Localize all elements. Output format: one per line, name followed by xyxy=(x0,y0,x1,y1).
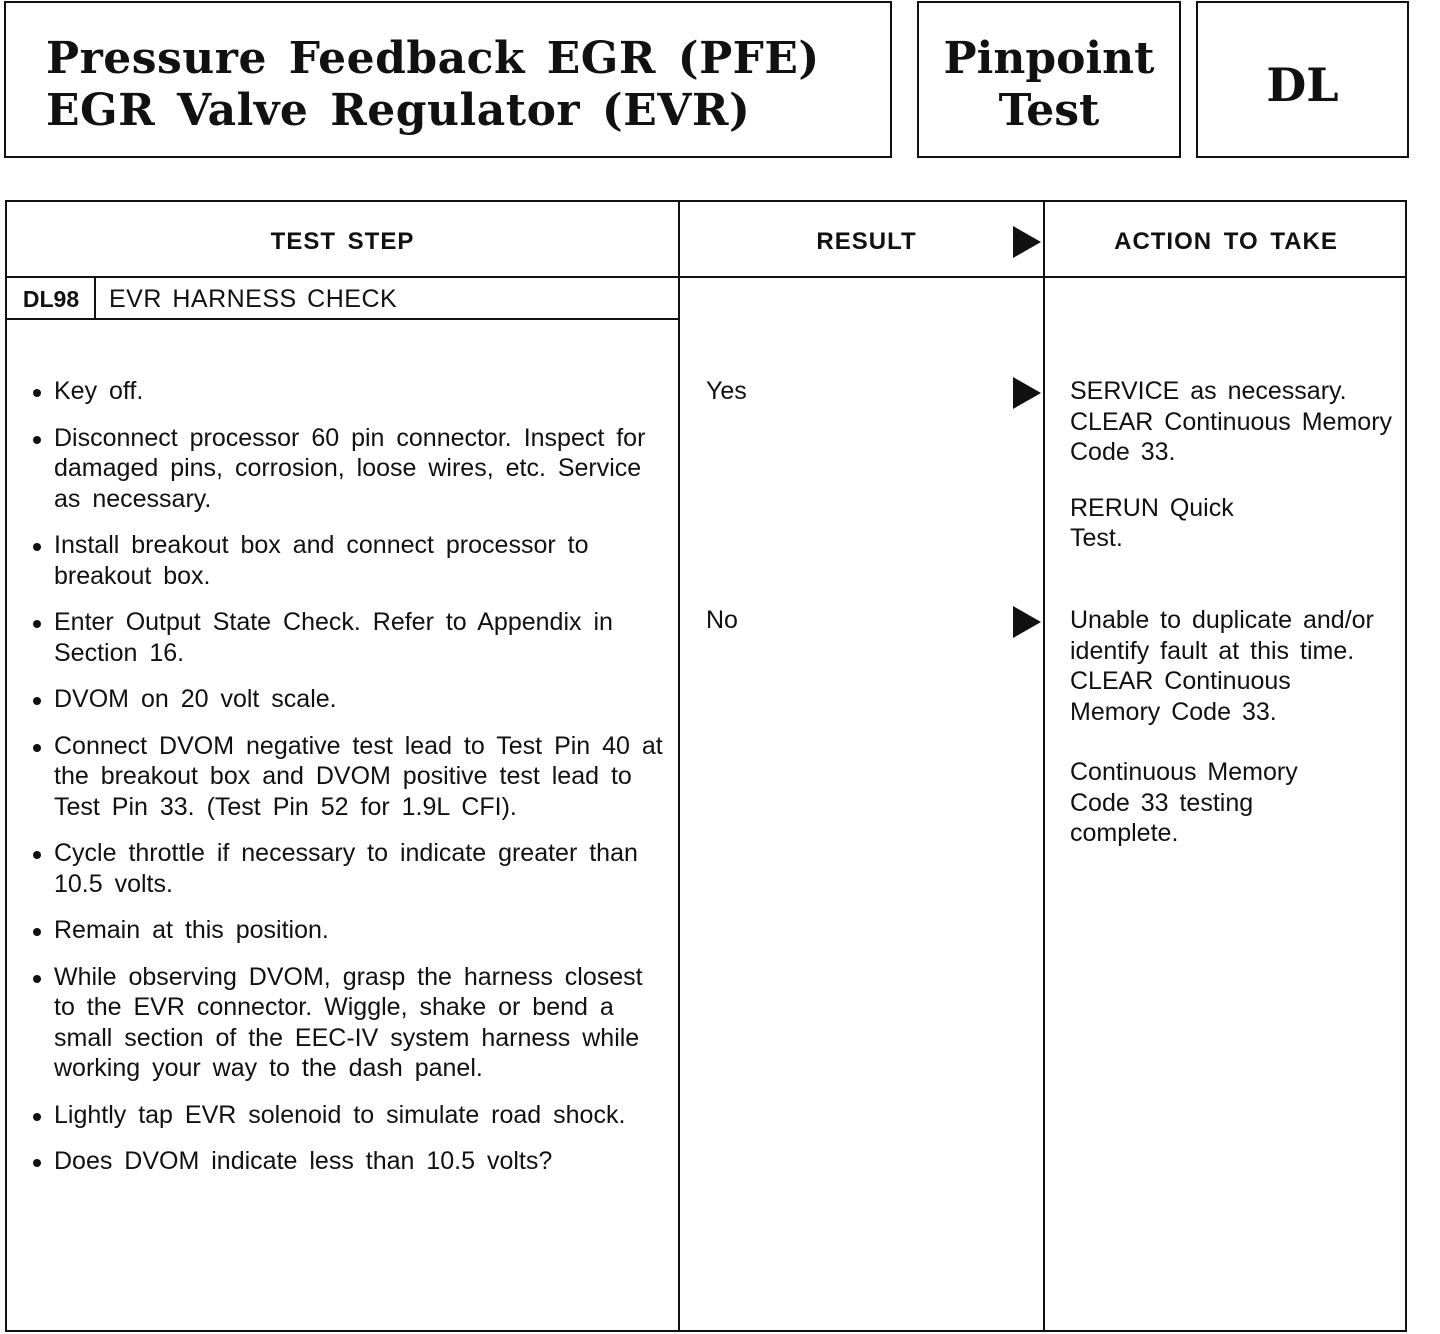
column-header-test-step: TEST STEP xyxy=(270,228,415,255)
action-no-text-1: Unable to duplicate and/or identify fault at this time. CLEAR Continuous Memory Code 33. xyxy=(1070,606,1374,726)
step-title-rule xyxy=(7,318,678,320)
column-header-action: ACTION TO TAKE xyxy=(1114,228,1338,255)
test-code: DL xyxy=(1266,58,1339,112)
action-yes-text-2: RERUN Quick Test. xyxy=(1070,493,1234,552)
column-header-result: RESULT xyxy=(816,228,917,255)
list-item: Does DVOM indicate less than 10.5 volts? xyxy=(27,1146,667,1177)
title-line-2: EGR Valve Regulator (EVR) xyxy=(46,85,751,136)
action-yes xyxy=(1070,376,1400,579)
column-divider-2 xyxy=(1043,202,1045,1330)
test-type-line-2: Test xyxy=(998,85,1100,136)
header-rule xyxy=(7,276,1405,278)
test-type-box xyxy=(917,1,1181,158)
action-no-text-2: Continuous Memory Code 33 testing complete. xyxy=(1070,758,1298,847)
result-yes: Yes xyxy=(706,377,747,405)
test-table xyxy=(5,200,1407,1332)
action-no xyxy=(1070,605,1380,874)
list-item: Enter Output State Check. Refer to Appendix in Section 16. xyxy=(27,607,667,668)
list-item: Key off. xyxy=(27,376,667,407)
list-item: Remain at this position. xyxy=(27,915,667,946)
list-item: While observing DVOM, grasp the harness closest to the EVR connector. Wiggle, shake or bend a small section of the EEC-IV system harness while working your way to the dash panel. xyxy=(27,962,667,1084)
list-item: Cycle throttle if necessary to indicate greater than 10.5 volts. xyxy=(27,838,667,899)
result-no: No xyxy=(706,606,738,634)
step-id: DL98 xyxy=(22,286,80,312)
step-title: EVR HARNESS CHECK xyxy=(109,285,398,313)
list-item: Connect DVOM negative test lead to Test Pin 40 at the breakout box and DVOM positive test lead to Test Pin 33. (Test Pin 52 for 1.9L CFI). xyxy=(27,731,667,823)
list-item: DVOM on 20 volt scale. xyxy=(27,684,667,715)
title-box xyxy=(4,1,892,158)
list-item: Install breakout box and connect processor to breakout box. xyxy=(27,530,667,591)
step-id-divider xyxy=(94,276,96,320)
test-type-line-1: Pinpoint xyxy=(943,33,1155,84)
test-type-label xyxy=(919,33,1179,137)
column-divider-1 xyxy=(678,202,680,1330)
test-code-box xyxy=(1196,1,1409,158)
action-yes-text-1: SERVICE as necessary. CLEAR Continuous Memory Code 33. xyxy=(1070,377,1393,466)
list-item: Lightly tap EVR solenoid to simulate road shock. xyxy=(27,1100,667,1131)
header-arrow-icon xyxy=(1013,226,1041,258)
result-no-arrow-icon xyxy=(1013,606,1041,638)
list-item: Disconnect processor 60 pin connector. Inspect for damaged pins, corrosion, loose wires, etc. Service as necessary. xyxy=(27,423,667,515)
result-yes-arrow-icon xyxy=(1013,377,1041,409)
title-line-1: Pressure Feedback EGR (PFE) xyxy=(46,33,820,84)
page-title xyxy=(46,33,820,137)
test-step-list xyxy=(27,376,667,1193)
